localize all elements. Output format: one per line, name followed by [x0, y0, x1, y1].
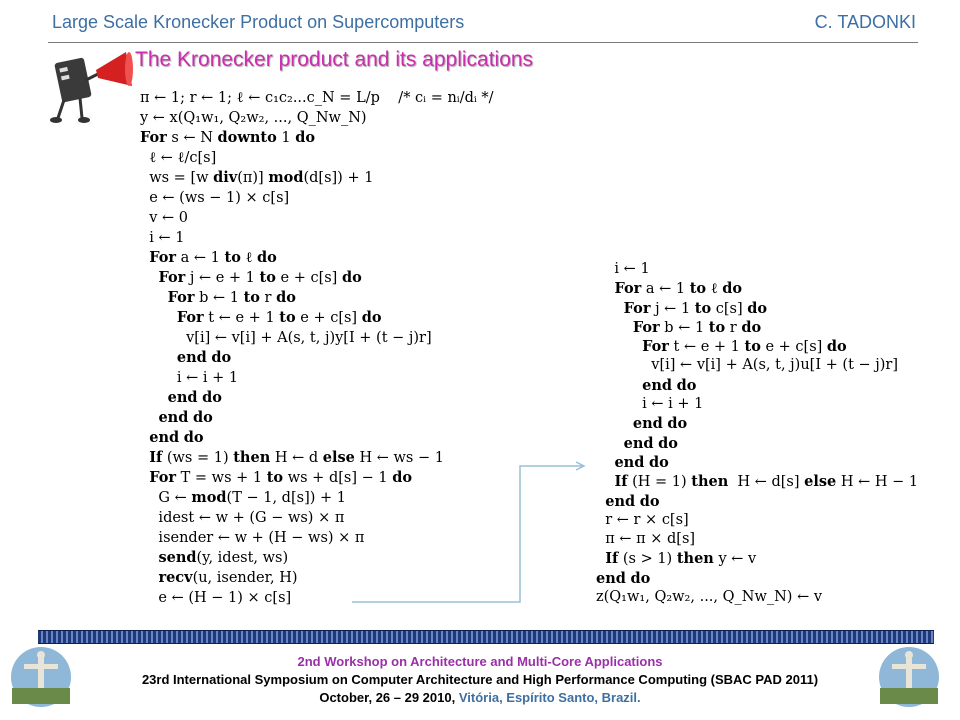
code-line: For b ← 1 to r do: [632, 318, 762, 336]
header-author: C. TADONKI: [814, 12, 916, 32]
code-line: recv(u, isender, H): [158, 569, 298, 586]
code-line: For s ← N downto 1 do: [140, 129, 316, 146]
code-line: y ← x(Q₁w₁, Q₂w₂, ..., Q_Nw_N): [140, 110, 367, 126]
code-line: If (ws = 1) then H ← d else H ← ws − 1: [149, 449, 444, 466]
continuation-arrow-icon: [350, 460, 610, 610]
footer-location: Vitória, Espírito Santo, Brazil.: [458, 690, 641, 705]
slide-title: The Kronecker product and its applications: [135, 48, 534, 71]
code-line: idest ← w + (G − ws) × π: [140, 510, 345, 526]
header-divider: [48, 42, 918, 43]
footer-dates: October, 26 – 29 2010,: [319, 690, 456, 705]
code-line: end do: [176, 349, 232, 366]
footer-bar: [38, 630, 934, 644]
code-line: e ← (H − 1) × c[s]: [140, 590, 292, 606]
footer-dates-location: [0, 690, 960, 705]
code-line: end do: [632, 415, 688, 433]
megaphone-mascot-icon: [46, 46, 136, 126]
code-line: For j ← e + 1 to e + c[s] do: [158, 269, 362, 286]
code-line: z(Q₁w₁, Q₂w₂, ..., Q_Nw_N) ← v: [596, 589, 823, 606]
footer-workshop: 2nd Workshop on Architecture and Multi-Core Applications: [297, 654, 663, 669]
code-line: v[i] ← v[i] + A(s, t, j)y[I + (t − j)r]: [140, 330, 432, 346]
code-line: isender ← w + (H − ws) × π: [140, 530, 365, 546]
code-line: π ← 1; r ← 1; ℓ ← c₁c₂...c_N = L/p /* cᵢ = nᵢ/dᵢ */: [140, 90, 494, 106]
code-line: v[i] ← v[i] + A(s, t, j)u[I + (t − j)r]: [596, 357, 899, 374]
code-line: For t ← e + 1 to e + c[s] do: [176, 309, 382, 326]
code-line: v ← 0: [140, 210, 189, 226]
code-line: ℓ ← ℓ/c[s]: [140, 150, 217, 166]
code-line: end do: [596, 569, 651, 587]
code-line: i ← i + 1: [140, 370, 239, 386]
code-line: end do: [167, 389, 222, 406]
code-line: G ← mod(T − 1, d[s]) + 1: [140, 489, 346, 506]
code-line: For j ← 1 to c[s] do: [623, 299, 768, 317]
code-line: If (s > 1) then y ← v: [605, 550, 757, 568]
header-title: Large Scale Kronecker Product on Supercomputers: [52, 12, 465, 32]
code-line: end do: [614, 453, 669, 471]
code-line: end do: [158, 409, 213, 426]
code-line: r ← r × c[s]: [596, 511, 689, 528]
code-line: i ← 1: [140, 230, 185, 246]
code-line: end do: [149, 429, 204, 446]
code-line: send(y, idest, ws): [158, 549, 289, 566]
code-line: end do: [605, 492, 660, 510]
code-line: π ← π × d[s]: [596, 531, 696, 548]
code-line: i ← 1: [596, 261, 650, 277]
code-line: e ← (ws − 1) × c[s]: [140, 190, 290, 206]
code-line: If (H = 1) then H ← d[s] else H ← H − 1: [614, 473, 919, 491]
code-line: For t ← e + 1 to e + c[s] do: [642, 338, 847, 356]
code-line: For b ← 1 to r do: [167, 289, 296, 306]
code-line: i ← i + 1: [596, 396, 704, 413]
code-line: For a ← 1 to ℓ do: [149, 249, 277, 266]
code-line: For a ← 1 to ℓ do: [614, 280, 743, 298]
algorithm-right: [596, 260, 918, 607]
code-line: end do: [642, 376, 697, 394]
code-line: ws = [w div(π)] mod(d[s]) + 1: [140, 169, 374, 186]
code-line: For T = ws + 1 to ws + d[s] − 1 do: [149, 469, 412, 486]
footer-symposium: 23rd International Symposium on Computer Architecture and High Performance Computing (SBAC PAD 2011): [141, 672, 819, 687]
code-line: end do: [623, 434, 678, 452]
